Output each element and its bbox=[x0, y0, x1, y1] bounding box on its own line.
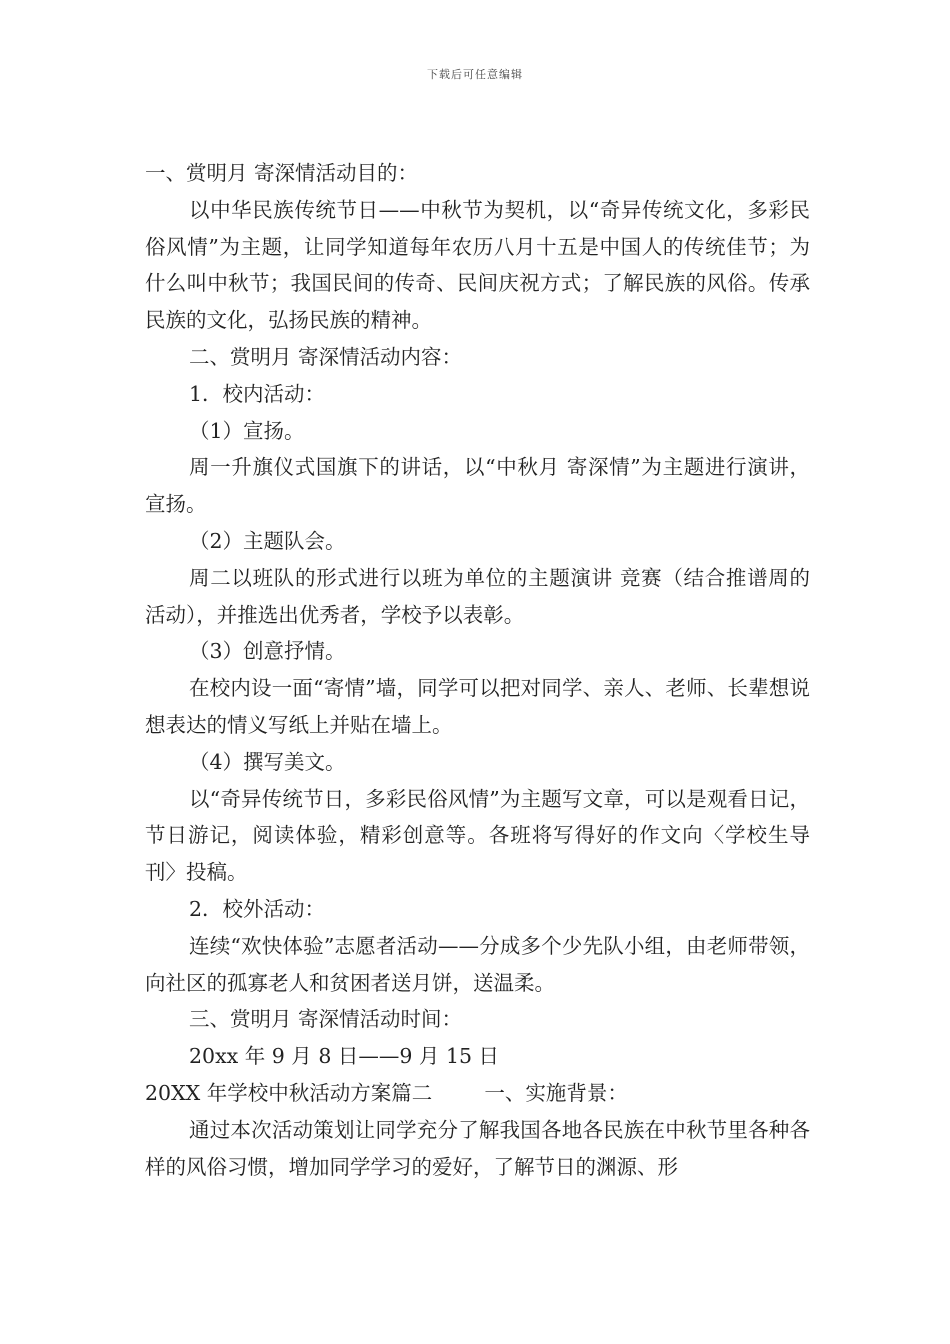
item-publicity-title: （1）宣扬。 bbox=[189, 418, 305, 443]
paragraph-background: 通过本次活动策划让同学充分了解我国各地各民族在中秋节里各种各样的风俗习惯，增加同学学习的爱好，了解节日的渊源、形 bbox=[145, 1117, 810, 1179]
section-heading-time: 三、赏明月 寄深情活动时间： bbox=[189, 1007, 463, 1032]
item-volunteer-body: 连续“欢快体验”志愿者活动——分成多个少先队小组，由老师带领，向社区的孤寡老人和贫困者送月饼，送温柔。 bbox=[145, 933, 810, 995]
item-team-meeting-body: 周二以班队的形式进行以班为单位的主题演讲 竞赛（结合推谱周的活动），并推选出优秀者，学校予以表彰。 bbox=[145, 565, 810, 627]
page-header: 下载后可任意编辑 bbox=[427, 68, 523, 81]
second-plan-heading: 20XX 年学校中秋活动方案篇二 一、实施背景： bbox=[145, 1080, 628, 1105]
subheading-campus-activities: 1．校内活动： bbox=[189, 381, 326, 406]
item-writing-title: （4）撰写美文。 bbox=[189, 749, 346, 774]
document-body bbox=[145, 155, 810, 1185]
section-heading-purpose: 一、赏明月 寄深情活动目的： bbox=[145, 161, 419, 185]
item-publicity-body: 周一升旗仪式国旗下的讲话，以“中秋月 寄深情”为主题进行演讲，宣扬。 bbox=[145, 455, 810, 517]
activity-date-range: 20xx 年 9 月 8 日——9 月 15 日 bbox=[189, 1044, 500, 1069]
subheading-offcampus-activities: 2．校外活动： bbox=[189, 896, 326, 921]
paragraph-purpose: 以中华民族传统节日——中秋节为契机，以“奇异传统文化，多彩民俗风情”为主题，让同学知道每年农历八月十五是中国人的传统佳节；为什么叫中秋节；我国民间的传奇、民间庆祝方式；了解民族的风俗。传承民族的文化，弘扬民族的精神。 bbox=[145, 197, 810, 333]
item-writing-body: 以“奇异传统节日，多彩民俗风情”为主题写文章，可以是观看日记，节日游记，阅读体验，精彩创意等。各班将写得好的作文向〈学校生导刊〉投稿。 bbox=[145, 786, 810, 885]
item-creative-title: （3）创意抒情。 bbox=[189, 639, 346, 664]
section-heading-content: 二、赏明月 寄深情活动内容： bbox=[189, 344, 463, 369]
item-team-meeting-title: （2）主题队会。 bbox=[189, 528, 346, 553]
item-creative-body: 在校内设一面“寄情”墙，同学可以把对同学、亲人、老师、长辈想说想表达的情义写纸上并贴在墙上。 bbox=[145, 676, 810, 737]
